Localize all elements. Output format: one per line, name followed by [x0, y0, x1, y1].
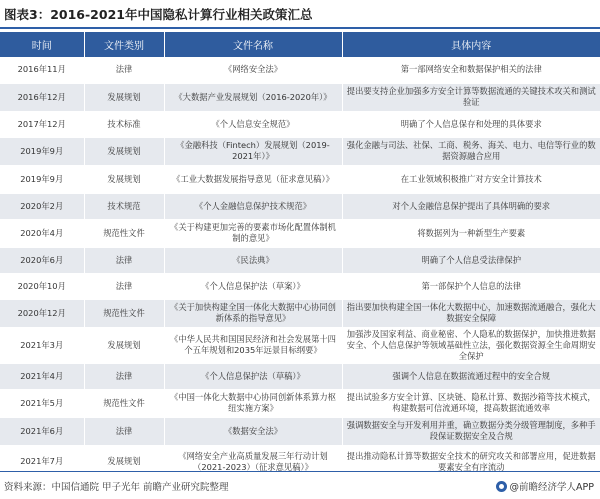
cell-content: 在工业领域积极推广对方安全计算技术	[342, 165, 600, 193]
cell-time: 2016年12月	[0, 83, 84, 111]
cell-time: 2019年9月	[0, 137, 84, 165]
cell-content: 将数据列为一种新型生产要素	[342, 219, 600, 247]
cell-time: 2021年6月	[0, 417, 84, 445]
table-row	[0, 363, 600, 389]
cell-time: 2020年2月	[0, 193, 84, 219]
cell-name: 《大数据产业发展规划（2016-2020年）》	[164, 83, 342, 111]
cell-content: 提出试验多方安全计算、区块链、隐私计算、数据沙箱等技术模式，构建数据可信流通环境，提高数据流通效率	[342, 389, 600, 417]
table-row	[0, 137, 600, 165]
cell-name: 《中华人民共和国国民经济和社会发展第十四个五年规划和2035年远景目标纲要》	[164, 327, 342, 363]
cell-time: 2021年3月	[0, 327, 84, 363]
cell-category: 发展规划	[84, 137, 164, 165]
brand-logo-icon	[496, 481, 507, 492]
cell-category: 法律	[84, 363, 164, 389]
cell-time: 2020年12月	[0, 299, 84, 327]
header-name: 文件名称	[164, 32, 342, 57]
cell-time: 2017年12月	[0, 111, 84, 137]
cell-name: 《个人信息安全规范》	[164, 111, 342, 137]
cell-name: 《民法典》	[164, 247, 342, 273]
cell-category: 法律	[84, 57, 164, 83]
cell-name: 《金融科技（Fintech）发展规划（2019-2021年）》	[164, 137, 342, 165]
table-row	[0, 299, 600, 327]
cell-content: 强化金融与司法、社保、工商、税务、海关、电力、电信等行业的数据资源融合应用	[342, 137, 600, 165]
cell-time: 2016年11月	[0, 57, 84, 83]
footer	[0, 471, 600, 499]
cell-content: 第一部保护个人信息的法律	[342, 273, 600, 299]
cell-name: 《网络安全产业高质量发展三年行动计划（2021-2023）（征求意见稿）》	[164, 445, 342, 478]
cell-category: 技术标准	[84, 111, 164, 137]
source-note: 资料来源：中国信通院 甲子光年 前瞻产业研究院整理	[4, 482, 229, 493]
cell-name: 《中国一体化大数据中心协同创新体系算力枢纽实施方案》	[164, 389, 342, 417]
header-category: 文件类别	[84, 32, 164, 57]
table-row	[0, 219, 600, 247]
cell-category: 法律	[84, 273, 164, 299]
cell-content: 明确了个人信息保存和处理的具体要求	[342, 111, 600, 137]
cell-name: 《个人信息保护法（草案）》	[164, 273, 342, 299]
cell-category: 技术规范	[84, 193, 164, 219]
header-content: 具体内容	[342, 32, 600, 57]
title-divider	[0, 27, 600, 29]
table-row	[0, 417, 600, 445]
cell-category: 规范性文件	[84, 219, 164, 247]
cell-category: 规范性文件	[84, 299, 164, 327]
cell-content: 指出要加快构建全国一体化大数据中心，加速数据流通融合，强化大数据安全保障	[342, 299, 600, 327]
cell-name: 《网络安全法》	[164, 57, 342, 83]
brand-label: @前瞻经济学人APP	[509, 482, 594, 493]
header-time: 时间	[0, 32, 84, 57]
cell-content: 对个人金融信息保护提出了具体明确的要求	[342, 193, 600, 219]
cell-category: 发展规划	[84, 165, 164, 193]
table-row	[0, 193, 600, 219]
table-row	[0, 247, 600, 273]
cell-time: 2020年10月	[0, 273, 84, 299]
table-row	[0, 389, 600, 417]
cell-content: 提出要支持企业加强多方安全计算等数据流通的关键技术攻关和测试验证	[342, 83, 600, 111]
chart-title: 图表3：2016-2021年中国隐私计算行业相关政策汇总	[4, 7, 313, 22]
table-header-row	[0, 32, 600, 57]
cell-time: 2021年7月	[0, 445, 84, 478]
cell-category: 发展规划	[84, 327, 164, 363]
cell-category: 发展规划	[84, 83, 164, 111]
cell-content: 提出推动隐私计算等数据安全技术的研究攻关和部署应用，促进数据要素安全有序流动	[342, 445, 600, 478]
cell-content: 强调数据安全与开发利用并重，确立数据分类分级管理制度，多种手段保证数据安全及合规	[342, 417, 600, 445]
table-row	[0, 273, 600, 299]
cell-name: 《关于加快构建全国一体化大数据中心协同创新体系的指导意见》	[164, 299, 342, 327]
table-row	[0, 165, 600, 193]
cell-category: 规范性文件	[84, 389, 164, 417]
cell-category: 法律	[84, 247, 164, 273]
cell-time: 2020年6月	[0, 247, 84, 273]
policy-table	[0, 32, 600, 479]
cell-category: 发展规划	[84, 445, 164, 478]
table-row	[0, 83, 600, 111]
brand-credit	[496, 479, 594, 493]
cell-time: 2021年4月	[0, 363, 84, 389]
table-row	[0, 111, 600, 137]
cell-content: 加强涉及国家利益、商业秘密、个人隐私的数据保护，加快推进数据安全、个人信息保护等领域基础性立法，强化数据资源全生命周期安全保护	[342, 327, 600, 363]
cell-time: 2019年9月	[0, 165, 84, 193]
cell-name: 《工业大数据发展指导意见（征求意见稿）》	[164, 165, 342, 193]
table-row	[0, 57, 600, 83]
cell-content: 明确了个人信息受法律保护	[342, 247, 600, 273]
cell-name: 《数据安全法》	[164, 417, 342, 445]
cell-time: 2020年4月	[0, 219, 84, 247]
cell-content: 强调个人信息在数据流通过程中的安全合规	[342, 363, 600, 389]
cell-content: 第一部网络安全和数据保护相关的法律	[342, 57, 600, 83]
cell-category: 法律	[84, 417, 164, 445]
cell-name: 《个人信息保护法（草稿）》	[164, 363, 342, 389]
cell-name: 《关于构建更加完善的要素市场化配置体制机制的意见》	[164, 219, 342, 247]
cell-name: 《个人金融信息保护技术规范》	[164, 193, 342, 219]
table-row	[0, 327, 600, 363]
cell-time: 2021年5月	[0, 389, 84, 417]
